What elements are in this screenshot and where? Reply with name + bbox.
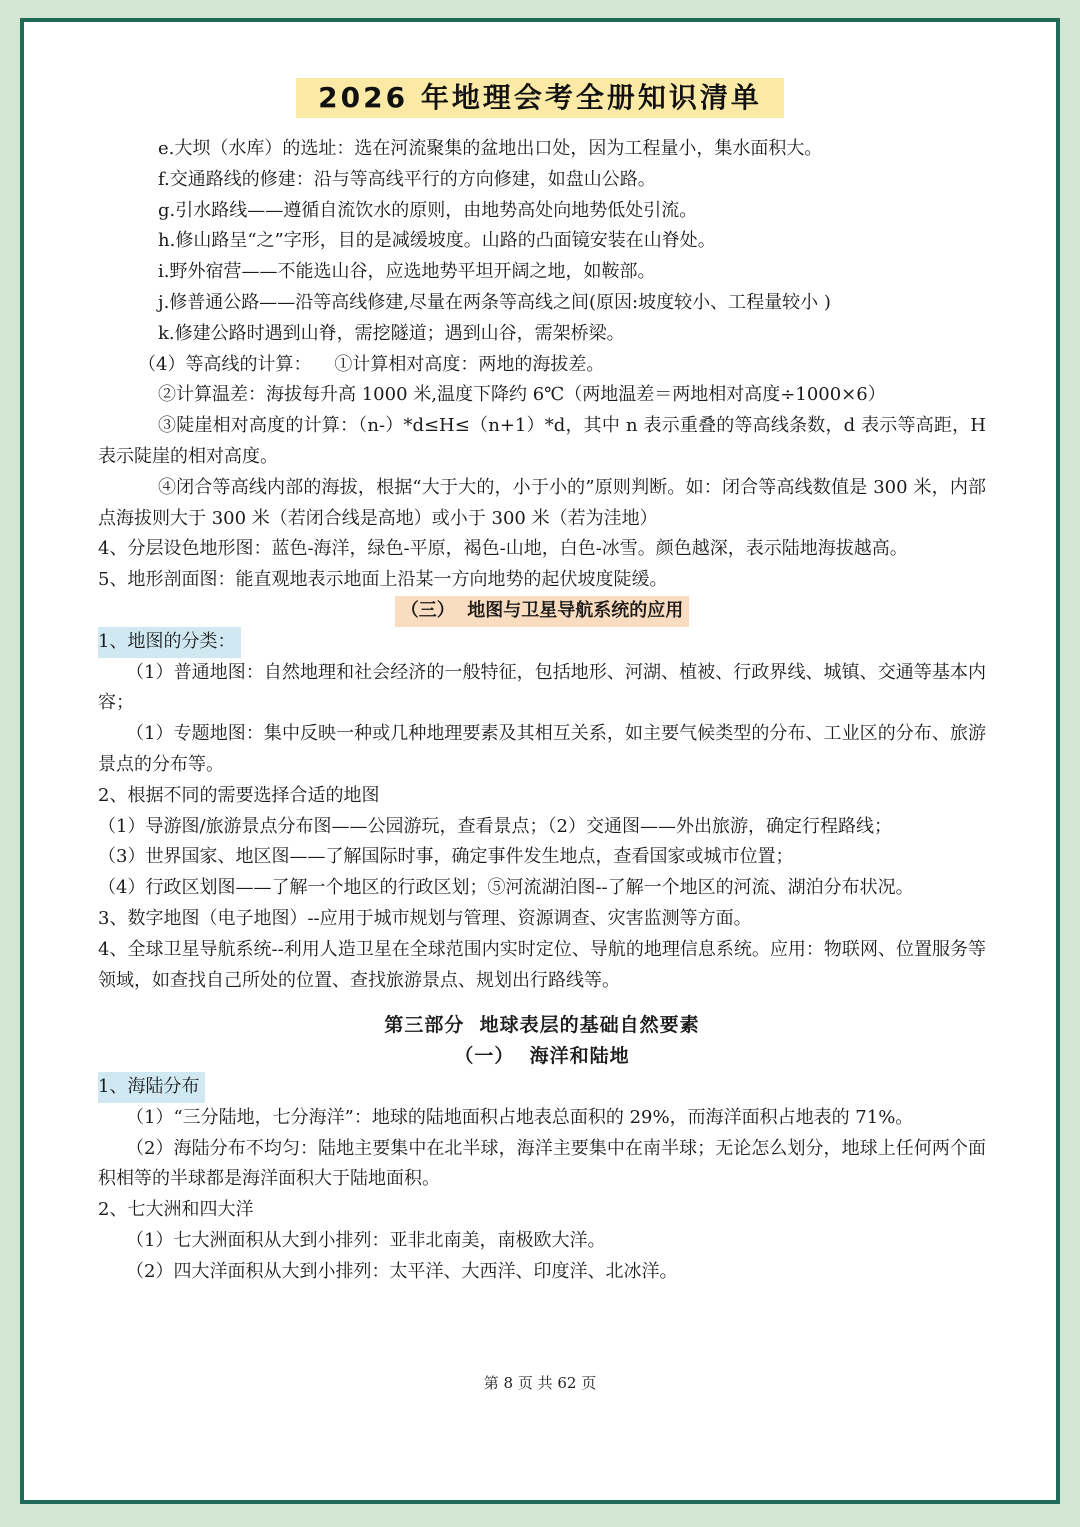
subheading-gnss: 4、全球卫星导航系统--利用人造卫星在全球范围内实时定位、导航的地理信息系统。应用：物联网、位置服务等领域，如查找自己所处的位置、查找旅游景点、规划出行路线等。 [98,938,986,991]
para-continents-order: （1）七大洲面积从大到小排列：亚非北南美，南极欧大洋。 [126,1229,606,1251]
page-title: 2026 年地理会考全册知识清单 [296,78,784,118]
subheading-continents-oceans: 2、七大洲和四大洋 [98,1199,254,1221]
item-terrain-profile: 5、地形剖面图：能直观地表示地面上沿某一方向地势的起伏坡度陡缓。 [98,569,668,591]
line-k: k.修建公路时遇到山脊，需挖隧道；遇到山谷，需架桥梁。 [158,322,625,344]
list-map-uses-2: （3）世界国家、地区图——了解国际时事，确定事件发生地点，查看国家或城市位置； [98,846,794,868]
calc-temperature: ②计算温差：海拔每升高 1000 米,温度下降约 6℃（两地温差＝两地相对高度÷1000×6） [158,384,886,406]
line-h: h.修山路呈“之”字形，目的是减缓坡度。山路的凸面镜安装在山脊处。 [158,230,716,252]
part-three-subtitle: （一） 海洋和陆地 [454,1045,630,1068]
subheading-choose-map: 2、根据不同的需要选择合适的地图 [98,784,380,806]
page-content [98,134,986,1287]
subheading-land-sea-label: 1、海陆分布 [98,1072,205,1103]
line-j: j.修普通公路——沿等高线修建,尽量在两条等高线之间(原因:坡度较小、工程量较小 ) [158,291,831,313]
subheading-map-types [98,627,986,658]
part-three-title: 第三部分 地球表层的基础自然要素 [384,1014,700,1037]
line-f: f.交通路线的修建：沿与等高线平行的方向修建，如盘山公路。 [158,168,656,190]
line-g: g.引水路线——遵循自流饮水的原则，由地势高处向地势低处引流。 [158,199,698,221]
calc-closed-contour: ④闭合等高线内部的海拔，根据“大于大的，小于小的”原则判断。如：闭合等高线数值是 300 米，内部点海拔则大于 300 米（若闭合线是高地）或小于 300 米（若为洼地） [98,476,986,529]
section-heading-maps-label: （三） 地图与卫星导航系统的应用 [395,596,690,627]
calc-heading: （4）等高线的计算： ①计算相对高度：两地的海拔差。 [138,353,605,375]
list-map-uses-1: （1）导游图/旅游景点分布图——公园游玩，查看景点；（2）交通图——外出旅游，确定行程路线； [98,815,892,837]
title-wrap [0,78,1080,118]
list-map-uses-3: （4）行政区划图——了解一个地区的行政区划；⑤河流湖泊图--了解一个地区的河流、湖泊分布状况。 [98,877,914,899]
item-layered-color-map: 4、分层设色地形图：蓝色-海洋，绿色-平原，褐色-山地，白色-冰雪。颜色越深，表示陆地海拔越高。 [98,538,908,560]
section-heading-maps [98,596,986,627]
subheading-land-sea [98,1072,986,1103]
para-general-map: （1）普通地图：自然地理和社会经济的一般特征，包括地形、河湖、植被、行政界线、城镇、交通等基本内容； [98,661,986,714]
spacer [98,996,986,1010]
page-footer: 第 8 页 共 62 页 [483,1374,597,1392]
calc-cliff: ③陡崖相对高度的计算：（n-）*d≤H≤（n+1）*d，其中 n 表示重叠的等高线条数，d 表示等高距，H 表示陡崖的相对高度。 [98,415,986,467]
para-thematic-map: （1）专题地图：集中反映一种或几种地理要素及其相互关系，如主要气候类型的分布、工业区的分布、旅游景点的分布等。 [98,723,986,775]
line-e: e.大坝（水库）的选址：选在河流聚集的盆地出口处，因为工程量小，集水面积大。 [158,138,823,159]
subheading-map-types-label: 1、地图的分类： [98,627,241,658]
para-uneven-distribution: （2）海陆分布不均匀：陆地主要集中在北半球，海洋主要集中在南半球；无论怎么划分，地球上任何两个面积相等的半球都是海洋面积大于陆地面积。 [98,1137,986,1190]
para-land-sea-ratio: （1）“三分陆地，七分海洋”：地球的陆地面积占地表总面积的 29%，而海洋面积占地表的 71%。 [126,1106,914,1128]
para-oceans-order: （2）四大洋面积从大到小排列：太平洋、大西洋、印度洋、北冰洋。 [126,1260,678,1282]
subheading-digital-map: 3、数字地图（电子地图）--应用于城市规划与管理、资源调查、灾害监测等方面。 [98,907,752,929]
line-i: i.野外宿营——不能选山谷，应选地势平坦开阔之地，如鞍部。 [158,261,656,283]
